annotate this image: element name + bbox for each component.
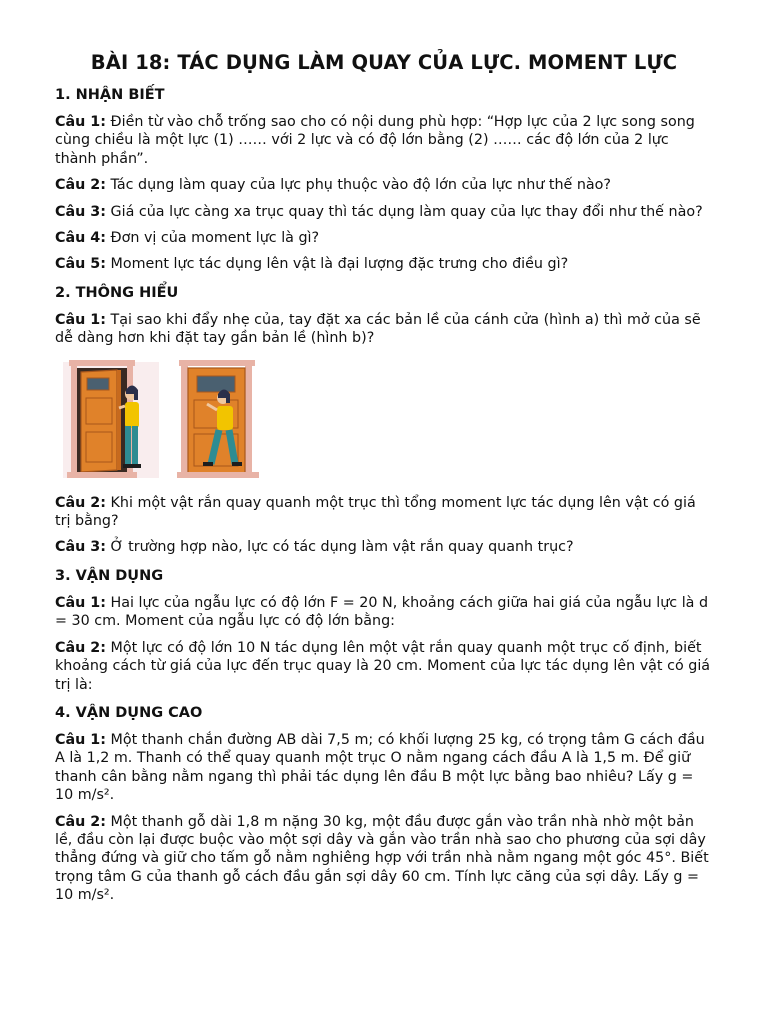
question: [55, 639, 713, 694]
question-text: Giá của lực càng xa trục quay thì tác dụng làm quay của lực thay đổi như thế nào?: [105, 203, 703, 220]
question: [55, 176, 713, 194]
question: [55, 813, 713, 905]
section-heading: 1. NHẬN BIẾT: [55, 87, 165, 103]
question-text: Hai lực của ngẫu lực có độ lớn F = 20 N, khoảng cách giữa hai giá của ngẫu lực là d = 30 cm. Moment của ngẫu lực có độ lớn bằng:: [55, 594, 709, 630]
question-label: Câu 2:: [55, 177, 106, 194]
question-label: Câu 2:: [55, 494, 106, 511]
question: [55, 538, 713, 556]
question-text: Điền từ vào chỗ trống sao cho có nội dung phù hợp: “Hợp lực của 2 lực song song cùng chiều là một lực (1) …… với 2 lực và có độ lớn bằng (2) …… các độ lớn của 2 lực thành phần”.: [55, 114, 695, 167]
section-heading: 4. VẬN DỤNG CAO: [55, 704, 203, 721]
question-text: Khi một vật rắn quay quanh một trục thì tổng moment lực tác dụng lên vật có giá trị bằng?: [55, 494, 696, 530]
question-label: Câu 3:: [55, 539, 106, 556]
question-text: Tác dụng làm quay của lực phụ thuộc vào độ lớn của lực như thế nào?: [105, 177, 612, 194]
question-text: Ở trường hợp nào, lực có tác dụng làm vật rắn quay quanh trục?: [105, 539, 574, 556]
question: [55, 731, 713, 805]
question-label: Câu 1:: [55, 594, 106, 611]
question: [55, 494, 713, 531]
question: [55, 255, 713, 273]
door-figure: [55, 358, 713, 486]
question-label: Câu 4:: [55, 230, 106, 247]
question-text: Một thanh chắn đường AB dài 7,5 m; có khối lượng 25 kg, có trọng tâm G cách đầu A là 1,2 m. Thanh có thể quay quanh một trục O nằm ngang cách đầu A là 1,5 m. Để giữ thanh cân bằng nằm ngang thì phải tác dụng lên đầu B một lực bằng bao nhiêu? Lấy g = 10 m/s².: [55, 731, 705, 804]
question-label: Câu 1:: [55, 114, 106, 130]
page-title: BÀI 18: TÁC DỤNG LÀM QUAY CỦA LỰC. MOMENT LỰC: [90, 51, 678, 74]
question: [55, 229, 713, 247]
question-text: Một thanh gỗ dài 1,8 m nặng 30 kg, một đầu được gắn vào trần nhà nhờ một bản lề, đầu còn lại được buộc vào một sợi dây và gắn vào trần nhà sao cho phương của sợi dây thẳng đứng và giữ cho tấm gỗ nằm nghiêng hợp với trần nhà nằm ngang một góc 45°. Biết trọng tâm G của thanh gỗ cách đầu gắn sợi dây 60 cm. Tính lực căng của sợi dây. Lấy g = 10 m/s².: [55, 813, 709, 904]
question-label: Câu 5:: [55, 256, 106, 273]
question: [55, 113, 713, 168]
question: [55, 203, 713, 221]
question-label: Câu 3:: [55, 203, 106, 220]
question-text: Đơn vị của moment lực là gì?: [105, 230, 320, 247]
question-text: Tại sao khi đẩy nhẹ của, tay đặt xa các bản lề của cánh cửa (hình a) thì mở của sẽ dễ dàng hơn khi đặt tay gần bản lề (hình b)?: [55, 311, 701, 347]
question: [55, 594, 713, 631]
question-label: Câu 1:: [55, 311, 106, 328]
question-label: Câu 2:: [55, 639, 106, 656]
door-push-near-illustration: [177, 358, 267, 482]
question-text: Moment lực tác dụng lên vật là đại lượng đặc trưng cho điều gì?: [105, 256, 569, 273]
question-label: Câu 1:: [55, 731, 106, 748]
section-heading: 3. VẬN DỤNG: [55, 567, 164, 584]
question-text: Một lực có độ lớn 10 N tác dụng lên một vật rắn quay quanh một trục cố định, biết khoảng cách từ giá của lực đến trục quay là 20 cm. Moment của lực tác dụng lên vật có giá trị là:: [55, 639, 711, 693]
question-label: Câu 2:: [55, 813, 106, 830]
question: [55, 311, 713, 348]
section-heading: 2. THÔNG HIỂU: [55, 284, 179, 301]
door-push-far-illustration: [63, 358, 163, 482]
